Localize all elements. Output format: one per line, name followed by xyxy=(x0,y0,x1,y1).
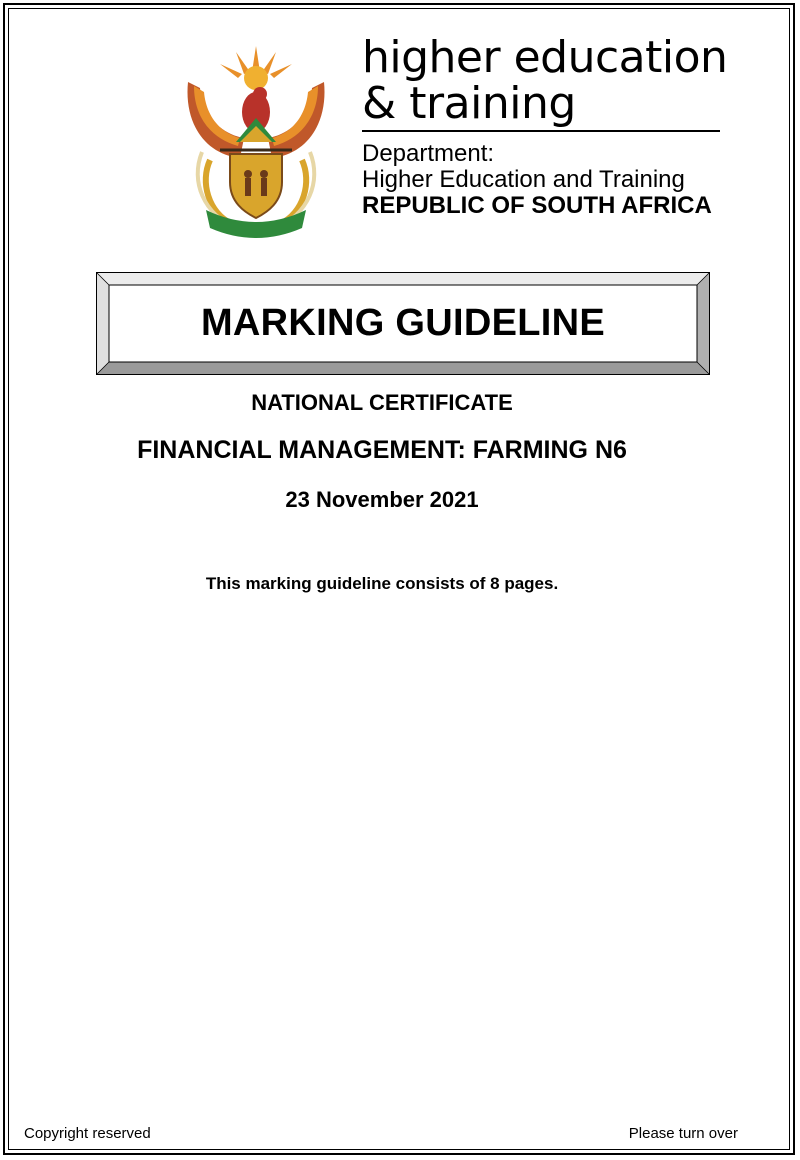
department-label: Department: xyxy=(362,140,495,167)
footer-turn-over: Please turn over xyxy=(628,1125,738,1142)
exam-date: 23 November 2021 xyxy=(285,487,479,512)
header-title-line2: & training xyxy=(362,78,576,129)
country-name: REPUBLIC OF SOUTH AFRICA xyxy=(362,192,712,219)
page-count-note: This marking guideline consists of 8 pages. xyxy=(205,574,559,593)
certificate-name: NATIONAL CERTIFICATE xyxy=(251,390,513,415)
header-title-line1: higher education xyxy=(362,32,728,83)
subject-name: FINANCIAL MANAGEMENT: FARMING N6 xyxy=(137,436,627,464)
department-name: Higher Education and Training xyxy=(362,166,685,193)
header-divider xyxy=(362,130,720,132)
coat-of-arms-icon xyxy=(180,42,332,238)
footer-copyright: Copyright reserved xyxy=(24,1125,151,1142)
document-title: MARKING GUIDELINE xyxy=(200,302,606,344)
